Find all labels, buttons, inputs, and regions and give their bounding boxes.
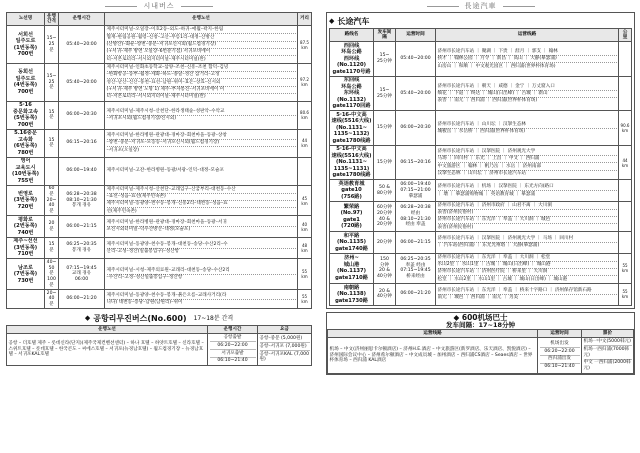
route-path-line: 터–서본로터리–서시외지터미널–제주시터미널(완) (106, 56, 206, 62)
route-name: 5·16 중문화고속 (5번동쪽) 700번 (7, 101, 45, 129)
right-table-header (330, 29, 632, 42)
left-airport-fare: 공항–중문 (5,000원) (260, 336, 310, 344)
route-distance: 87.5 km (298, 26, 312, 64)
route-path-line: 济州市长途汽车站 ｜ 汉拏医院 ｜ 济州观光大学 ｜ 马场 ｜ 回川村 (438, 236, 617, 243)
route-path-line: 선(제주민속촌) (106, 208, 137, 214)
route-path-line: 济州市长途汽车站 ｜ 东光洋 ｜ 奉盖 ｜ 大川洞 ｜ 松堂 (438, 254, 617, 261)
route-name: 평화로 (2번동쪽) 740번 (7, 216, 45, 238)
route-path-line: 表善 ｜ 南元 ｜ 西归浦 ｜ 西归浦(世界杯体育场) (437, 98, 538, 104)
route-path (436, 42, 619, 77)
route-path-line: 제주시터미널–제주시청–산천단–한라생태숲–성판악–수악교 (107, 108, 296, 115)
route-path-line: ｜ 墩 ｜ 摹瑟浦购物城 ｜ 英语教育城 ｜ 摹瑟浦 (437, 191, 536, 197)
left-route-row (7, 101, 312, 129)
route-interval: 15~ 25分钟 (374, 42, 396, 77)
route-name: 5.16중문 고속화 (6번동쪽) 780번 (7, 129, 45, 157)
route-distance: 97.2 km (298, 64, 312, 102)
route-time: 05:40~20:00 (396, 42, 436, 77)
route-path (105, 64, 298, 102)
route-distance: 44 km (298, 129, 312, 157)
route-distance: 44 km (619, 145, 632, 180)
right-route-row (330, 284, 632, 306)
route-path (436, 201, 619, 231)
right-airport-fare: 中文 一西归浦(2000韩元) (583, 360, 631, 372)
route-name: 5·16-中文高 速线(5516大线) (No.1131~ 1135~1131) gate1780线路 (330, 145, 374, 180)
route-name: 남조로 (7번동쪽) 730번 (7, 259, 45, 290)
route-distance: 90.6 km (619, 111, 632, 146)
right-airport-time: 06:10~21:40 (544, 364, 575, 370)
left-airport-fare: 공항–서귀포 (7,000원) (260, 343, 310, 351)
right-section-title: ◆ 长途汽车 (329, 17, 370, 26)
route-distance (619, 180, 632, 202)
route-distance (619, 232, 632, 254)
right-airport-header-cell: 运营线路 (328, 330, 538, 338)
route-path-line: 济州市长途汽车站 ｜ 济州医疗院 ｜ 桥来里 ｜ 大川洞 (438, 269, 617, 276)
right-route-row (330, 145, 632, 180)
route-path-line: 济州市长途汽车站 ｜ 聚湖 ｜ 下贵 ｜ 涯月 ｜ 郭支 ｜ 翰林 (438, 49, 617, 56)
route-distance: 48 km (298, 237, 312, 259)
left-route-row (7, 185, 312, 216)
route-interval: 15~ 25분 (45, 64, 59, 102)
route-path-line: 表善(济州民俗村) (438, 210, 617, 217)
route-interval: 20분 (45, 216, 59, 238)
right-route-row (330, 42, 632, 77)
left-airport-time: 06:20~22:00 (210, 342, 256, 350)
route-path-line: (산방산)–화순–창천–중문–서귀포신시외(월드컵경기장) (107, 42, 296, 49)
right-top-tab: 長途汽車 (421, 0, 541, 12)
route-name: 제주~선선 (3번동쪽) 710번 (7, 237, 45, 259)
route-time: 06:00~20:30 (59, 101, 105, 129)
route-time: 06:25~20:35 奉盖 经由 07:15~19:45 桥来经由 (396, 253, 436, 283)
right-airport-route: 机场 – 中文(济州丽思卡尔顿酒店) – 济州H.E.酒店 – 中文旅游区(新罗酒店、乐天酒店、凯悦酒店) – 济州国际会议中心 – 济州希尔顿酒店 – 中文成员城 – 加州酒店 – 西归浦CS酒店 – Seaes酒店 – 世界杯体育场 – 西归浦 KAL酒店 (328, 338, 538, 374)
left-airport-header-cell: 요금 (258, 326, 312, 334)
route-path (105, 157, 298, 185)
route-path-line: 南元 ｜ 城邑 ｜ 西归浦 ｜ 南元 ｜ 为美 (437, 295, 519, 301)
route-path (105, 101, 298, 129)
route-name: 서희선 일주도로 (1번동쪽) 700번 (7, 26, 45, 64)
route-interval (45, 157, 59, 185)
route-path-line: 中文旅游区 ｜ 翰林 ｜ 帆乃岳 ｜ 水岳 ｜ 济州南部 (438, 163, 617, 170)
right-airport-time: 西归浦出发 (540, 356, 580, 364)
route-name: 济州~ 城山港 (No.1137) gate1710路 (330, 253, 374, 283)
route-interval: 15분 (45, 101, 59, 129)
route-path-line: (+서귀–제주 방면 오일장–6번분기점) 서귀포비에이 (107, 49, 296, 56)
route-name: 和平路 (No.1135) gate1740路 (330, 232, 374, 254)
route-path-line: 니다) 대천동–송당–남원(남원리)–위미 (106, 299, 183, 305)
route-path (105, 185, 298, 216)
right-airport-fare: 机场一西归浦(7000韩元) (584, 346, 632, 359)
route-path (436, 232, 619, 254)
route-path-line: 제주시터미널–동광양–천수동–봉개–신흥2리–대천동–성읍–표 (107, 201, 296, 208)
route-path-line: –서귀포(오일장) (106, 147, 140, 153)
right-route-row (330, 76, 632, 111)
right-airport-header-cell: 票价 (582, 330, 634, 338)
left-route-row (7, 157, 312, 185)
right-airport-note: 发车间隔：17~18分钟 (445, 320, 516, 329)
route-name: 영어 교육도시 (10번동쪽) 755번 (7, 157, 45, 185)
left-airport-times (208, 334, 258, 366)
right-airport-time: 机场出发 (540, 340, 580, 348)
left-airport-time: 공항출발 (210, 335, 256, 343)
route-path (436, 253, 619, 283)
right-frame (326, 12, 635, 309)
route-path-line: 제주시터미널–시청–제주의료원–교래리–대천동–송당–수산2리 (107, 267, 296, 274)
route-time: 06:00~20:30 (396, 111, 436, 146)
route-distance: 45 km (298, 185, 312, 216)
route-path-line: 山房山 ｜ 和顺 ｜ 中文观光园区 ｜ 西归浦(世界杯体育场) (437, 63, 556, 69)
left-airport-title: ◆ 공항리무진버스(No.600) 17~18분 간격 (84, 314, 234, 324)
route-distance: 40 km (298, 216, 312, 238)
route-path-line: 济州市长途汽车站 ｜ 机场 ｜ 汉拏医院 ｜ 东光方向(路口 (438, 184, 617, 191)
route-interval: 15~ 25분 (45, 26, 59, 64)
route-time: 06:00~19:40 (59, 157, 105, 185)
route-path-line: (+서귀–제주 방면 노형 1) 제주–부자통신–서귀포비에이 미 (107, 87, 296, 94)
left-top-tab: 시내버스 (99, 0, 219, 12)
left-route-row (7, 290, 312, 309)
route-name (7, 290, 45, 309)
route-path-line: 济州市长途汽车站 ｜ 山川坛 ｜ 汉拏生态林 (438, 121, 617, 128)
route-time: 05:40~20:00 (59, 64, 105, 102)
route-distance: 80.6 km (298, 101, 312, 129)
route-time: 06:28~20:38 经由 08:10~21:30 经由 奉盖 (396, 201, 436, 231)
route-time: 06:28~20:38 08:10~21:30 봉개 경유 (59, 185, 105, 216)
right-header-cell: 运营时间 (396, 29, 436, 42)
right-airport-fares (582, 338, 634, 374)
route-path-line: –한화항공–동부–월정–세화–하도–종달–성산 삼거리–고성 (107, 72, 296, 79)
route-time: 06:00~19:40 07:15~21:00 摹瑟浦 (396, 180, 436, 202)
route-time: 06:15~20:16 (396, 145, 436, 180)
route-interval: 15분 (45, 129, 59, 157)
route-path-line: 제주시터미널–한라병원–관광대–경마장–회천마을–동광–상창 (107, 133, 296, 140)
route-name: 번영로 (3번동쪽) 720번 (7, 185, 45, 216)
left-route-row (7, 64, 312, 102)
right-route-row (330, 232, 632, 254)
left-airport-header-cell: 운행노선 (7, 326, 208, 334)
route-path-line: 제주시터미널–고잔–한라병원–동광/서광–인덕–대정–모슬포 (106, 168, 224, 174)
route-path-line: 城板岳 ｜ 水岳桥 ｜ 西归浦(世界杯体育场) (437, 129, 526, 135)
route-path-line: 汉拏生态林 ｜ 山川坛 ｜ 济州市长途汽车站 (437, 170, 527, 176)
route-path-line: –창천–중문–서귀포–모동동–서귀포신시외(월드컵경기장) (107, 140, 296, 147)
route-distance: 55 km (298, 290, 312, 309)
right-airport-times (538, 338, 582, 374)
route-name: 동회선 일주도로 (4번동쪽) 700번 (7, 64, 45, 102)
route-time: 05:40~20:00 (396, 76, 436, 111)
route-path (105, 290, 298, 309)
route-path-line: 细花 ｜ 下道 ｜ 终达 ｜ 城山(日出峰) ｜ 古城 ｜ 新山 (438, 91, 617, 98)
route-time: 06:25~20:35 봉개 경유 (59, 237, 105, 259)
route-interval: 20分钟 (374, 232, 396, 254)
route-time: 06:15~20:16 (59, 129, 105, 157)
route-path-line: 터–서본로터리–서시외지터미널–제주시터미널(완) (106, 94, 206, 100)
route-path-line: 성산–난산–신산–풍천–표선–남원–위미–효돈–상효–신시외 (107, 79, 296, 86)
right-route-row (330, 253, 632, 283)
route-name: 南朝路 (No.1138) gate1730路 (330, 284, 374, 306)
route-path-line: 水山2里 ｜ 水山1里 ｜ 古城 ｜ 城山(日出峰) ｜ 城山港 (438, 262, 617, 269)
route-time: 06:00~21:15 (396, 232, 436, 254)
route-interval: 150 分钟 20 & 40分钟 (374, 253, 396, 283)
left-bus-table (6, 12, 312, 309)
route-time: 06:00~21:15 (59, 216, 105, 238)
route-path-line: 表善(济州民俗村) (437, 224, 474, 230)
route-path-line: 제주시터미널–동광양–천수동–봉개–대천동–송당–수산2리–수 (107, 241, 296, 248)
route-name: 东回线 环岛公路 东环线 (No.1132) gate1170回路 (330, 76, 374, 111)
left-airport-route: 공항 – 더호텔 제주 – 롯데신라(단지)(제주국제컨벤션센터) – 하나 호텔 – 하얏트호텔 – 신라호텔 – 스위트호텔 – 롯데호텔 – 한국콘도 – 씨에스호텔 – 서귀포(뉴경남호텔) – 월드컵경기장 – 뉴경남호텔 – 서귀포KAL호텔 (7, 334, 208, 366)
right-header-cell: 公里 (619, 29, 632, 42)
route-distance (619, 76, 632, 111)
route-distance: 55 km (298, 259, 312, 290)
route-path-line: 산리–고성–성산(일출봉입구)–성산항 (106, 248, 180, 254)
route-path (436, 284, 619, 306)
route-path (436, 180, 619, 202)
route-distance (619, 201, 632, 231)
route-path-line: 제주시터미널–오일장–이호2동–외도–하귀–애월–곽지–한림 (107, 27, 296, 34)
route-name: 西回线 环岛公路 西环线 (No.1120) gate1170号路 (330, 42, 374, 77)
left-route-row (7, 26, 312, 64)
route-path-line: 挟才 ｜ 翰林公园 ｜ 月令 ｜ 新昌 ｜ 高山 ｜ 大静(摹瑟浦) (438, 56, 617, 63)
route-path-line: 济州市长途汽车站 ｜ 东光洋 ｜ 奉盖 ｜ 桥来十字路口 ｜ 济州保存馆新石路 (438, 288, 617, 295)
right-route-row (330, 201, 632, 231)
route-time: 06:00~21:20 (59, 290, 105, 309)
left-airport-table (6, 325, 312, 366)
left-airport-fare: 공항–서귀포KAL (7,000원) (259, 351, 310, 363)
route-path (436, 111, 619, 146)
route-path-line: 济州市长途汽车站 ｜ 东光洋 ｜ 奉盖 ｜ 大川洞 ｜ 城邑 (438, 217, 617, 224)
right-airport-header-cell: 运营时间 (538, 330, 582, 338)
route-path (105, 129, 298, 157)
route-distance (298, 157, 312, 185)
left-route-row (7, 216, 312, 238)
route-name: 5·16-中文高 速线(5516大线) (No.1131~ 1135~1132) gate1780线路 (330, 111, 374, 146)
route-interval: 15分钟 (374, 145, 396, 180)
right-route-row (330, 180, 632, 202)
route-path (105, 216, 298, 238)
route-path-line: 济州市长途汽车站 ｜ 朝天 ｜ 咸德 ｜ 金宁 ｜ 万丈窟入口 (438, 83, 617, 90)
route-path-line: 제주시터미널–동광양–천수동–봉개–붉은오름–교래사거리(라 (107, 292, 296, 299)
left-route-row (7, 129, 312, 157)
route-distance: 55 km (619, 284, 632, 306)
left-airport-header-cell: 운행시간 (208, 326, 258, 334)
route-interval: 20 & 40分钟 (374, 284, 396, 306)
route-distance: 55 km (619, 253, 632, 283)
route-path-line: 济州市长途汽车站 ｜ 汉拏医院 ｜ 济州观光大学 (438, 149, 617, 156)
route-interval: 60분 20~ 40분 (45, 185, 59, 216)
route-time: 05:40~20:00 (59, 26, 105, 64)
left-header-cell: 노선명 (7, 13, 45, 26)
left-route-row (7, 259, 312, 290)
left-header-cell: 운행시간 (59, 13, 105, 26)
right-airport-fare: 机场一中文(5000韩元) (584, 339, 632, 347)
route-path-line: 제주시터미널–제주시청–산천단–교래입구–산굼부리–대천동–수산 (107, 186, 296, 193)
left-page (6, 0, 312, 366)
left-route-row (7, 237, 312, 259)
route-path (105, 26, 298, 64)
route-interval: 50 & 80分钟 (374, 180, 396, 202)
route-path-line: 제주시터미널–인화초등학교–삼양–조천–신흥–조천 함덕–김녕 (107, 65, 296, 72)
route-path-line: 포신시외터미널–덕수산방산–대정(모슬포) (106, 227, 191, 233)
route-time: 06:00~21:20 (396, 284, 436, 306)
route-path (436, 76, 619, 111)
route-distance (619, 42, 632, 77)
right-page (326, 0, 635, 375)
right-airport-title: ◆ 600机场巴士 (453, 312, 508, 322)
right-header-cell: 运营线路 (436, 29, 619, 42)
route-path (436, 145, 619, 180)
left-airport-time: 서귀포출발 (210, 350, 256, 358)
route-interval: 60分钟 20分钟 40 & 20分钟 (374, 201, 396, 231)
right-airport-time: 06:20~22:00 (540, 348, 580, 356)
left-header-cell: 거리 (298, 13, 312, 26)
route-path-line: 马场 ｜ 回川村 ｜ 东光 ｜ 上昌 ｜ 中文 ｜ 西归浦 (438, 156, 617, 163)
right-header-cell: 路线名 (330, 29, 374, 42)
route-path-line: –수산리–고성–성산일출봉입구–성산항 (106, 275, 183, 281)
route-interval: 20~ 40분 (45, 290, 59, 309)
route-path (105, 259, 298, 290)
route-interval: 15~ 25分钟 (374, 76, 396, 111)
right-bus-table (329, 28, 632, 306)
route-time: 07:15~19:45 교래 경유 06:00 (59, 259, 105, 290)
left-airport-time: 06:10~21:40 (217, 358, 248, 364)
left-header-cell: 운행노선 (105, 13, 298, 26)
route-name: 繁荣路 (No.97) gate1 (720路) (330, 201, 374, 231)
route-path-line: ｜ 汽车站(西归浦) ｜ 东光光州塔 ｜ 大静(摹瑟浦) (437, 243, 540, 249)
route-name: 英语教育城 gate10 (756路) (330, 180, 374, 202)
route-path-line: –표선–성읍–표선(제주민속촌) (107, 194, 296, 201)
route-path-line: 松堂 ｜ 水山2里 ｜ 水山1里 ｜ 古城 ｜ 城山(日出峰) ｜ 城山港 (437, 276, 568, 282)
route-path-line: –서귀포시외(월드컵경기장/신시외) (106, 116, 177, 122)
route-path-line: 협재–한림공원–월령–신창–고산–무릉1리–대정–산방산 (107, 34, 296, 41)
right-airport-table (327, 329, 634, 373)
right-header-cell: 发车间隔 (374, 29, 396, 42)
route-path (105, 237, 298, 259)
route-path-line: 济州市长途汽车站 ｜ 济州市政府 ｜ 山君不离 ｜ 大川洞 (438, 202, 617, 209)
route-interval: 40~ 50분 100분 (45, 259, 59, 290)
route-path-line: 제주시터미널–한라병원–관광대–경마장–회천마을–동광–서귀 (107, 220, 296, 227)
right-route-row (330, 111, 632, 146)
left-airport-fares (258, 334, 312, 366)
route-interval: 15분 (45, 237, 59, 259)
route-interval: 15分钟 (374, 111, 396, 146)
left-table-header (7, 13, 312, 26)
right-airport-box (326, 312, 635, 375)
left-header-cell: 운행간격 (45, 13, 59, 26)
